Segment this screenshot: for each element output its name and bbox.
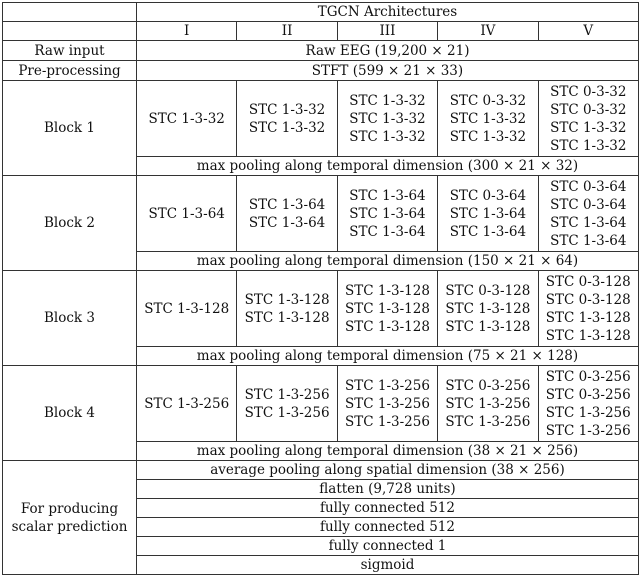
layer-entry: STC 0-3-32 bbox=[449, 92, 527, 109]
layer-entry: STC 1-3-32 bbox=[550, 137, 627, 154]
layer-entry: STC 1-3-256 bbox=[244, 404, 330, 421]
layer-entry: STC 1-3-64 bbox=[248, 196, 326, 213]
raw-input-value: Raw EEG (19,200 × 21) bbox=[137, 41, 639, 61]
layer-cell bbox=[538, 366, 638, 442]
layer-entry: STC 1-3-64 bbox=[550, 232, 627, 249]
final-layer: sigmoid bbox=[137, 556, 639, 575]
preprocessing-value: STFT (599 × 21 × 33) bbox=[137, 61, 639, 81]
layer-entry: STC 1-3-256 bbox=[445, 413, 531, 430]
layer-entry: STC 1-3-64 bbox=[349, 205, 426, 222]
layer-entry: STC 1-3-128 bbox=[445, 318, 531, 335]
block-label: Block 2 bbox=[3, 176, 137, 271]
layer-entry: STC 1-3-256 bbox=[345, 377, 430, 394]
layer-entry: STC 1-3-128 bbox=[545, 309, 631, 326]
final-layer: fully connected 1 bbox=[137, 537, 639, 556]
layer-entry: STC 1-3-64 bbox=[349, 187, 426, 204]
layer-cell bbox=[137, 271, 237, 347]
preprocessing-label: Pre-processing bbox=[3, 61, 137, 81]
pooling-row: max pooling along temporal dimension (150 × 21 × 64) bbox=[137, 252, 639, 271]
layer-entry: STC 1-3-128 bbox=[244, 291, 330, 308]
block-label: Block 4 bbox=[3, 366, 137, 461]
layer-entry: STC 1-3-128 bbox=[244, 309, 330, 326]
arch-header-3: III bbox=[337, 22, 437, 41]
layer-cell bbox=[337, 366, 437, 442]
block-label: Block 3 bbox=[3, 271, 137, 366]
layer-entry: STC 1-3-128 bbox=[345, 318, 430, 335]
layer-entry: STC 1-3-32 bbox=[148, 110, 225, 127]
layer-entry: STC 1-3-64 bbox=[449, 223, 527, 240]
layer-cell bbox=[438, 176, 538, 252]
layer-entry: STC 1-3-32 bbox=[248, 101, 326, 118]
pooling-row: max pooling along temporal dimension (38 × 21 × 256) bbox=[137, 442, 639, 461]
raw-input-label: Raw input bbox=[3, 41, 137, 61]
layer-cell bbox=[438, 81, 538, 157]
layer-cell bbox=[237, 271, 337, 347]
corner-cell bbox=[3, 22, 137, 41]
layer-cell bbox=[438, 366, 538, 442]
layer-entry: STC 1-3-128 bbox=[345, 282, 430, 299]
layer-entry: STC 0-3-128 bbox=[545, 291, 631, 308]
layer-entry: STC 1-3-128 bbox=[545, 327, 631, 344]
layer-entry: STC 1-3-256 bbox=[144, 395, 230, 412]
final-layer: flatten (9,728 units) bbox=[137, 480, 639, 499]
layer-entry: STC 0-3-256 bbox=[545, 386, 631, 403]
layer-entry: STC 0-3-64 bbox=[550, 196, 627, 213]
layer-entry: STC 1-3-128 bbox=[345, 300, 430, 317]
layer-entry: STC 0-3-32 bbox=[550, 101, 627, 118]
block-label: Block 1 bbox=[3, 81, 137, 176]
layer-cell bbox=[137, 81, 237, 157]
layer-cell bbox=[237, 81, 337, 157]
layer-entry: STC 1-3-32 bbox=[449, 128, 527, 145]
layer-entry: STC 1-3-32 bbox=[349, 110, 426, 127]
arch-header-2: II bbox=[237, 22, 337, 41]
layer-entry: STC 0-3-32 bbox=[550, 83, 627, 100]
layer-entry: STC 1-3-256 bbox=[545, 404, 631, 421]
layer-entry: STC 1-3-32 bbox=[349, 128, 426, 145]
layer-cell bbox=[337, 271, 437, 347]
layer-cell bbox=[237, 366, 337, 442]
arch-header-5: V bbox=[538, 22, 638, 41]
layer-entry: STC 1-3-32 bbox=[248, 119, 326, 136]
final-section-label: For producing scalar prediction bbox=[3, 461, 137, 575]
layer-entry: STC 1-3-64 bbox=[148, 205, 225, 222]
final-layer: fully connected 512 bbox=[137, 499, 639, 518]
layer-entry: STC 1-3-64 bbox=[248, 214, 326, 231]
table-title: TGCN Architectures bbox=[137, 3, 639, 22]
layer-cell bbox=[137, 366, 237, 442]
layer-entry: STC 1-3-256 bbox=[545, 422, 631, 439]
layer-entry: STC 1-3-128 bbox=[445, 300, 531, 317]
layer-entry: STC 0-3-128 bbox=[445, 282, 531, 299]
layer-entry: STC 1-3-256 bbox=[445, 395, 531, 412]
layer-entry: STC 1-3-256 bbox=[244, 386, 330, 403]
layer-cell bbox=[237, 176, 337, 252]
layer-entry: STC 0-3-128 bbox=[545, 273, 631, 290]
architecture-table bbox=[2, 2, 639, 575]
layer-entry: STC 1-3-32 bbox=[550, 119, 627, 136]
corner-cell bbox=[3, 3, 137, 22]
layer-cell bbox=[538, 176, 638, 252]
layer-cell bbox=[438, 271, 538, 347]
pooling-row: max pooling along temporal dimension (300 × 21 × 32) bbox=[137, 157, 639, 176]
arch-header-4: IV bbox=[438, 22, 538, 41]
layer-entry: STC 0-3-256 bbox=[545, 368, 631, 385]
layer-entry: STC 1-3-64 bbox=[349, 223, 426, 240]
layer-entry: STC 1-3-32 bbox=[349, 92, 426, 109]
layer-cell bbox=[337, 176, 437, 252]
layer-cell bbox=[538, 81, 638, 157]
layer-cell bbox=[538, 271, 638, 347]
layer-cell bbox=[137, 176, 237, 252]
final-layer: fully connected 512 bbox=[137, 518, 639, 537]
layer-entry: STC 1-3-128 bbox=[144, 300, 230, 317]
layer-entry: STC 0-3-64 bbox=[550, 178, 627, 195]
layer-entry: STC 0-3-256 bbox=[445, 377, 531, 394]
pooling-row: max pooling along temporal dimension (75 × 21 × 128) bbox=[137, 347, 639, 366]
layer-entry: STC 0-3-64 bbox=[449, 187, 527, 204]
layer-cell bbox=[337, 81, 437, 157]
arch-header-1: I bbox=[137, 22, 237, 41]
layer-entry: STC 1-3-256 bbox=[345, 413, 430, 430]
layer-entry: STC 1-3-256 bbox=[345, 395, 430, 412]
layer-entry: STC 1-3-64 bbox=[449, 205, 527, 222]
final-layer: average pooling along spatial dimension (38 × 256) bbox=[137, 461, 639, 480]
layer-entry: STC 1-3-32 bbox=[449, 110, 527, 127]
layer-entry: STC 1-3-64 bbox=[550, 214, 627, 231]
